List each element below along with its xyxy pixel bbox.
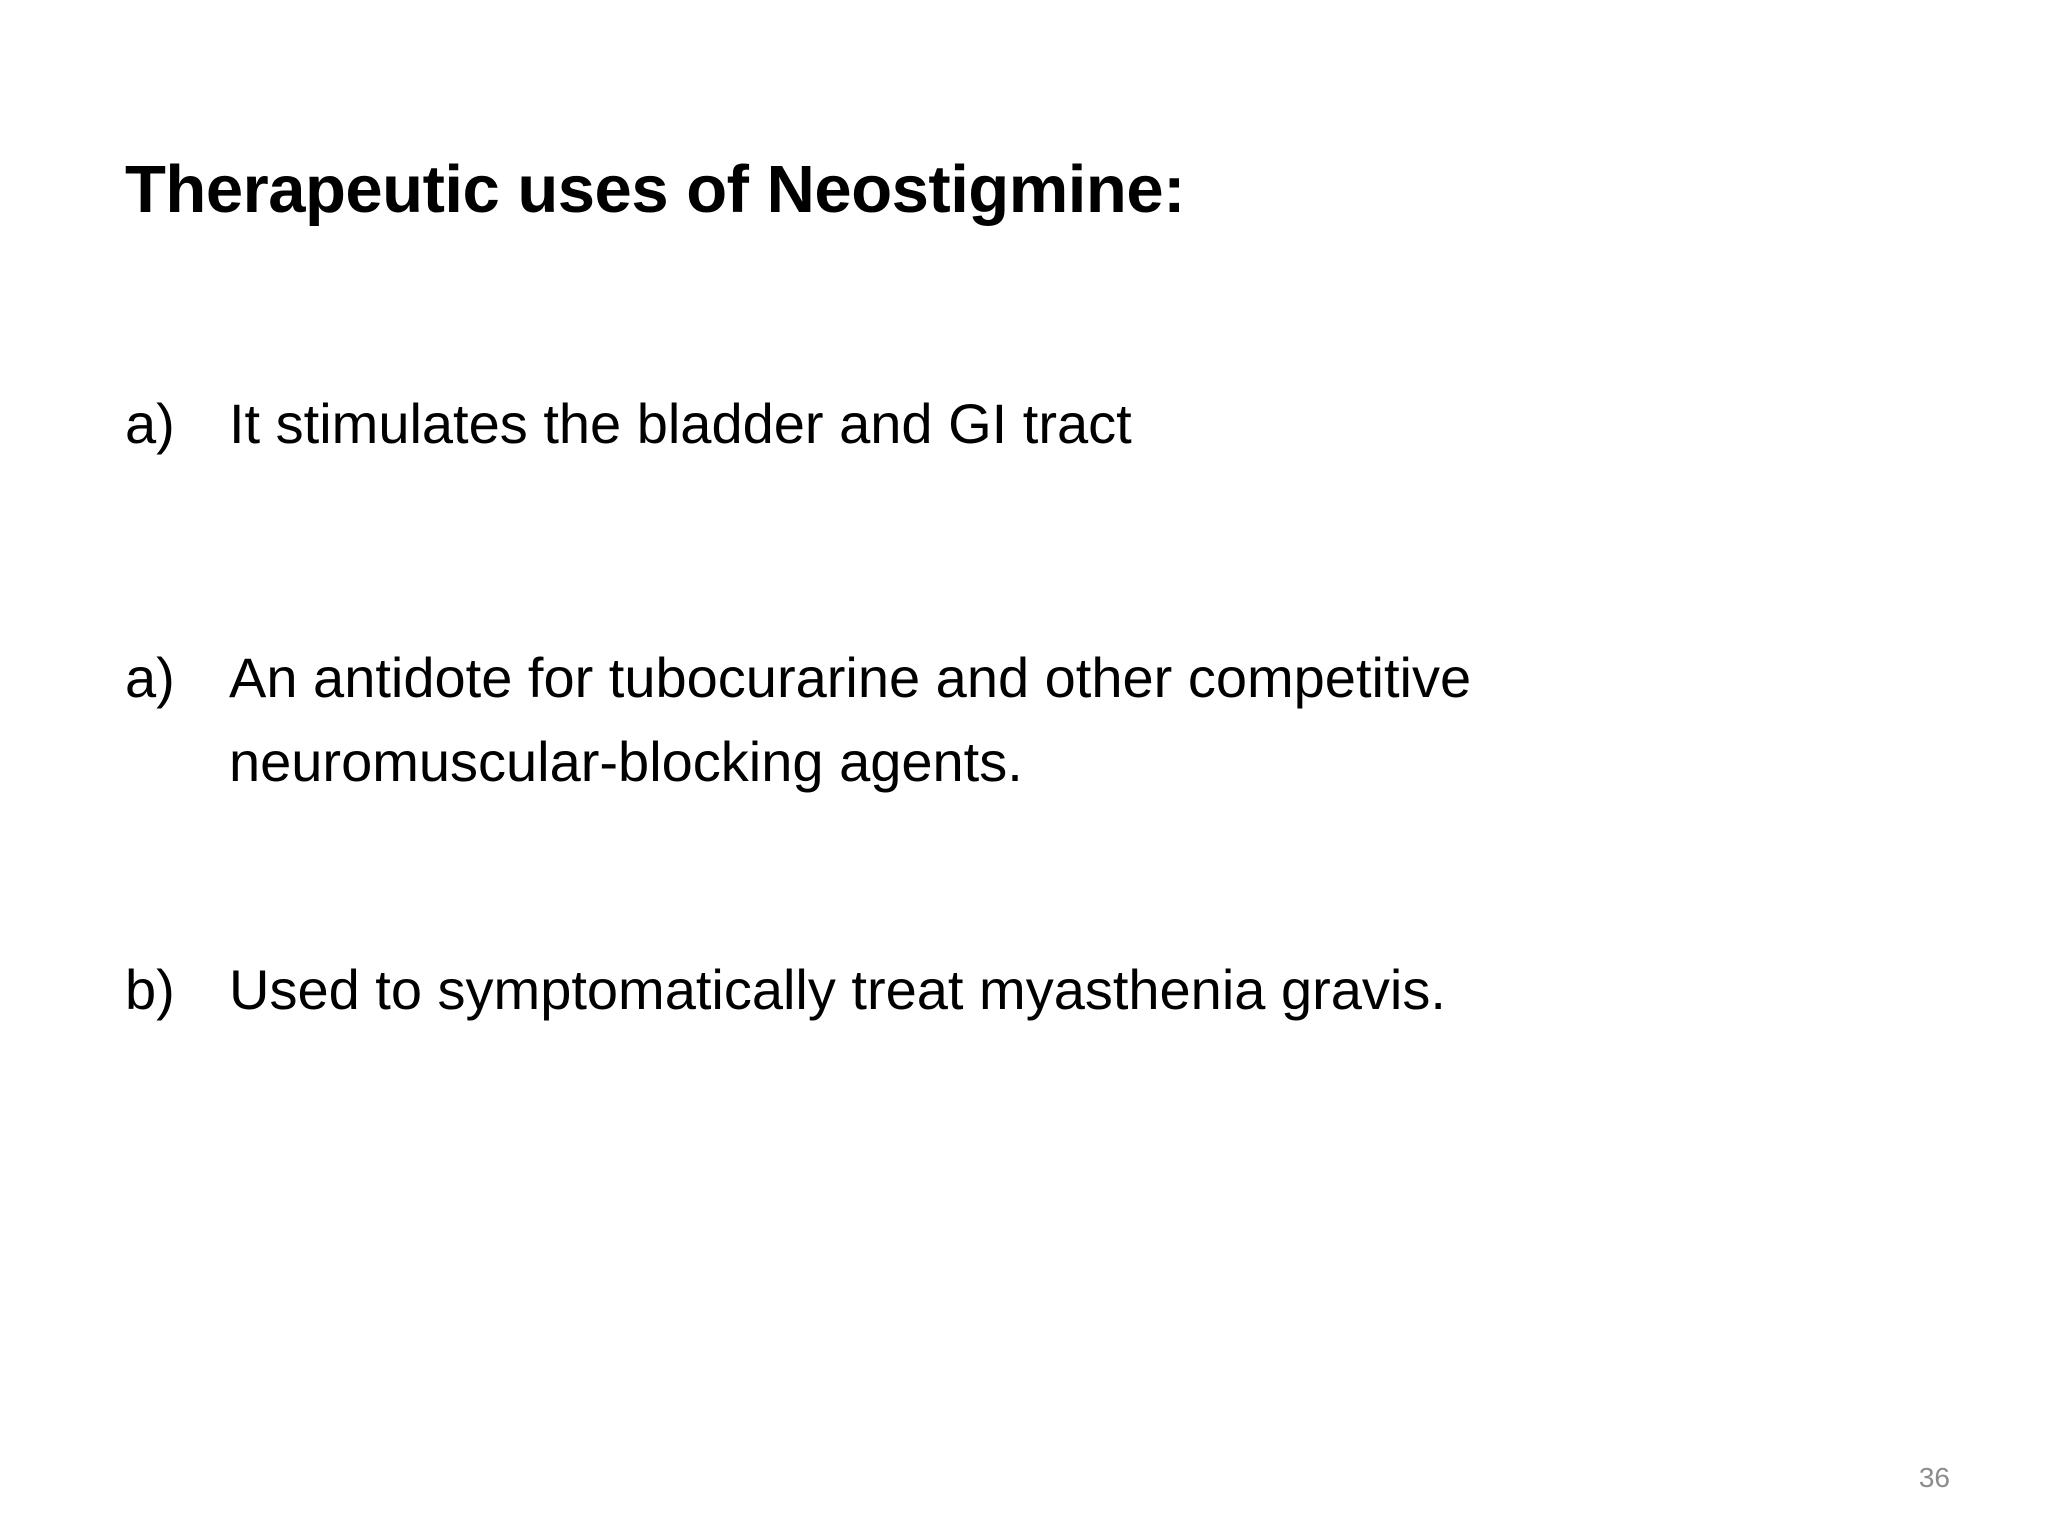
list-item-text: Used to symptomatically treat myasthenia gravis. <box>229 958 1446 1021</box>
list-marker: b) <box>125 958 175 1021</box>
list-marker: a) <box>125 392 175 455</box>
list-item-text: An antidote for tubocurarine and other competitive neuromuscular-blocking agents. <box>229 646 1472 793</box>
list-marker: a) <box>125 646 175 709</box>
slide-title: Therapeutic uses of Neostigmine: <box>125 152 1185 227</box>
list-item <box>125 382 1825 466</box>
list-item <box>125 948 1825 1032</box>
list-item-text: It stimulates the bladder and GI tract <box>229 392 1132 455</box>
page-number: 36 <box>1918 1462 1950 1493</box>
list-item <box>125 636 1825 804</box>
